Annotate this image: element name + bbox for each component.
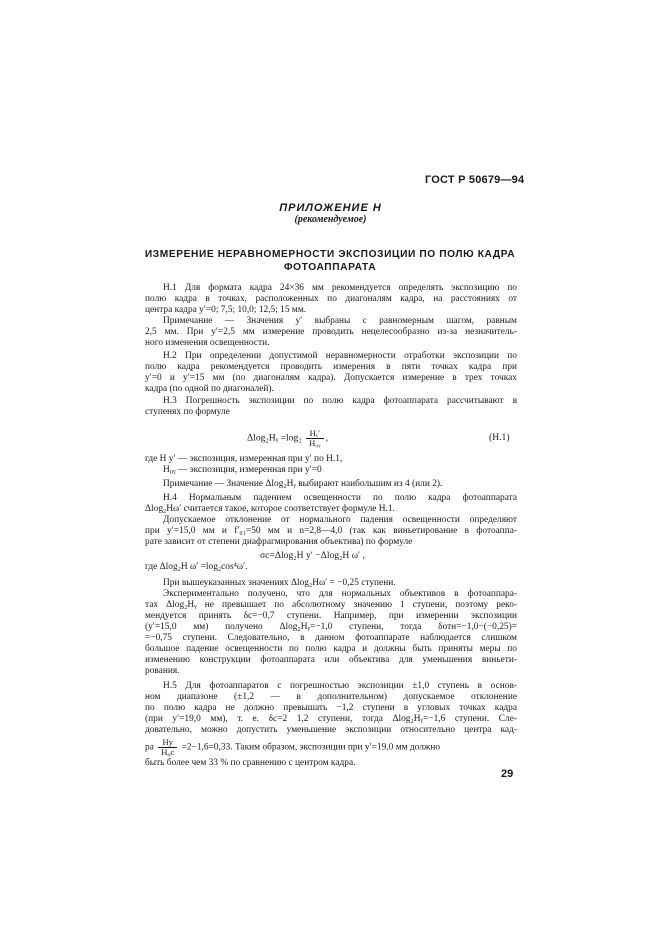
document-code: ГОСТ Р 50679—94 <box>425 174 525 186</box>
section-title-line-1: ИЗМЕРЕНИЕ НЕРАВНОМЕРНОСТИ ЭКСПОЗИЦИИ ПО ПОЛЮ КАДРА <box>144 249 516 260</box>
text-line: (y′=15,0 мм) получено Δlog₂Hᵧ=−1,0 ступени, тогда δотн=−1,0−(−0,25)= <box>145 622 517 632</box>
formula-h1-numerator: Hᵧ′ <box>306 429 323 439</box>
section-title <box>140 248 520 274</box>
text-fragment: ра <box>145 742 154 753</box>
note-line: Примечание — Значения y′ выбраны с равномерным шагом, равным <box>163 316 517 326</box>
text-line: рования. <box>145 666 180 676</box>
text-line: Н.4 Нормальным падением освещенности по полю кадра фотоаппарата <box>163 493 517 503</box>
formula-h1-fraction <box>306 429 323 448</box>
text-line: ступенях по формуле <box>145 407 230 417</box>
text-line: Н.2 При определении допустимой неравномерности отработки экспозиции по <box>163 351 517 361</box>
text-line: кадра (по одной по диагоналей). <box>145 384 274 394</box>
formula-h1-denominator: H₀ᵧ <box>309 438 321 448</box>
ratio-numerator: Hy <box>158 738 177 748</box>
text-line: (при y′=19,0 мм), т. е. δc=2 1,2 ступени, тогда Δlog₂Hᵧ=−1,6 ступени. Сле- <box>145 714 517 724</box>
text-line: изменению конструкции фотоаппарата или объектива для уменьшения виньети- <box>145 655 517 665</box>
text-line: по полю кадра не должно превышать −1,2 ступени в угловых точках кадра <box>145 703 517 713</box>
text-line: полю кадра в точках, расположенных по диагоналям кадра, на расстояниях от <box>145 294 517 304</box>
text-line: рате зависит от степени диафрагмирования объектива) по формуле <box>145 537 413 547</box>
formula-h1-label: (Н.1) <box>489 432 510 443</box>
section-title-line-2: ФОТОАППАРАТА <box>283 262 377 273</box>
text-line: мендуется принять δc=−0,7 ступени. Например, при измерении экспозиции <box>145 611 517 621</box>
text-line: При вышеуказанных значениях Δlog₂Hω′ = −0,25 ступени. <box>163 578 396 588</box>
formula-h1-comma: , <box>325 432 328 444</box>
appendix-subtitle: (рекомендуемое) <box>294 214 367 225</box>
text-line: ного изменения освещенности. <box>145 338 270 348</box>
text-line: большое падение освещенности по полю кадра и должны быть приняты меры по <box>145 644 517 654</box>
text-line: =−0,75 ступени. Следовательно, в данном фотоаппарате наблюдается слишком <box>145 633 517 643</box>
text-line: 2,5 мм. При y′=2,5 мм измерение проводить нецелесообразно из-за незначитель- <box>145 327 517 337</box>
text-line: где Δlog₂H ω′ =log₂cos⁴ω′. <box>145 562 248 572</box>
text-line: Н.5 Для фотоаппаратов с погрешностью экспозиции ±1,0 ступень в основ- <box>163 681 517 691</box>
text-line: полю кадра рекомендуется проводить измерения в пяти точках кадра при <box>145 362 517 372</box>
text-line: ном диапазоне (±1,2 — в дополнительном) допускаемое отклонение <box>145 692 517 702</box>
appendix-title: ПРИЛОЖЕНИЕ Н <box>279 202 382 214</box>
text-line: Допускаемое отклонение от нормального падения освещенности определяют <box>163 515 517 525</box>
note-line: Примечание — Значение Δlog₂Hᵧ выбирают наибольшим из 4 (или 2). <box>163 479 443 489</box>
formula-h1 <box>247 429 328 448</box>
text-line: Н.3 Погрешность экспозиции по полю кадра фотоаппарата рассчитывают в <box>163 396 517 406</box>
text-line: довательно, можно допустить уменьшение экспозиции относительно центра кад- <box>145 725 517 735</box>
text-line: Экспериментально получено, что для нормальных объективов в фотоаппара- <box>163 589 517 599</box>
ratio-fraction <box>158 738 177 757</box>
page-number: 29 <box>501 768 514 780</box>
text-fragment: =2−1,6=0,33. Таким образом, экспозиции при y′=19,0 мм должно <box>181 742 441 753</box>
text-line: H₀ᵧ — экспозиция, измеренная при y′=0 <box>163 465 322 475</box>
formula-sigma: σc=Δlog₂H y′ −Δlog₂H ω′ , <box>260 550 365 561</box>
ratio-denominator: H₀c <box>161 747 175 757</box>
text-line: y′=0 и y′=15 мм (по диагоналям кадра). Допускается измерение в трех точках <box>145 373 517 383</box>
text-line: при y′=15,0 мм и f′₀₁=50 мм и n=2,8—4,0 (так как виньетирование в фотоаппа- <box>145 526 517 536</box>
text-line: Н.1 Для формата кадра 24×36 мм рекомендуется определять экспозицию по <box>163 283 517 293</box>
text-line: Δlog₂Hω′ считается такое, которое соответствует формуле Н.1. <box>145 504 395 514</box>
text-line: быть более чем 33 % по сравнению с центром кадра. <box>145 758 356 768</box>
formula-h1-left: Δlog₂Hᵧ =log₂ <box>247 432 302 444</box>
text-line: где H y′ — экспозиция, измеренная при y′ по Н.1, <box>145 454 343 464</box>
text-line: тах Δlog₂Hᵧ не превышает по абсолютному значению 1 ступени, поэтому реко- <box>145 600 517 610</box>
text-line-with-fraction <box>145 738 440 757</box>
text-line: центра кадра y′=0; 7,5; 10,0; 12,5; 15 мм. <box>145 305 307 315</box>
